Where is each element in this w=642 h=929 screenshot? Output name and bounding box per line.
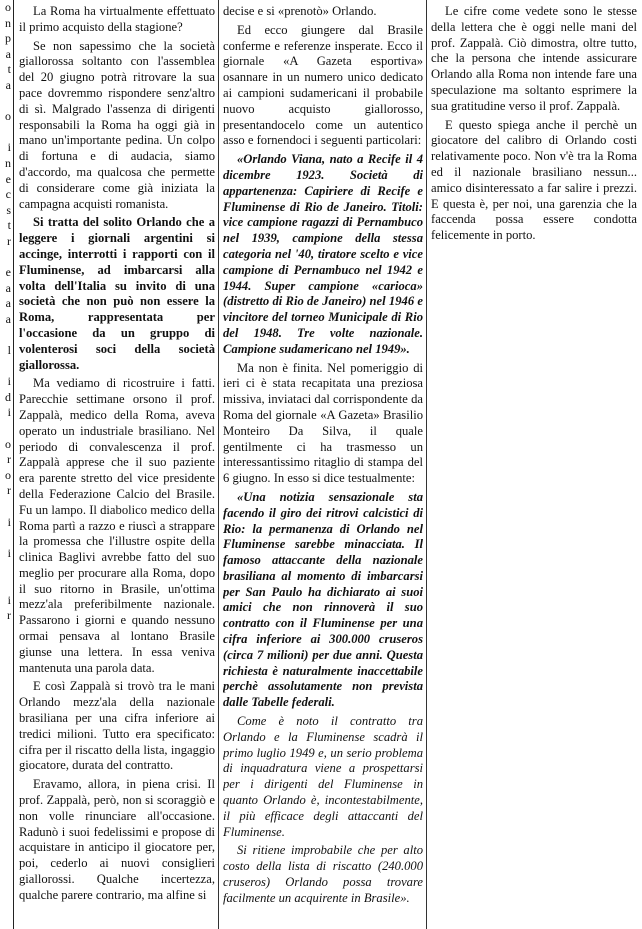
edge-fragment: l [7,343,11,358]
edge-fragment: i [7,592,11,607]
edge-fragment [0,577,13,593]
article-paragraph-bold-end: E questo spiega anche il perchè un giocatore del calibro di Orlando costi relativamente poco. Non v'è tra la Roma ed il nazionale brasiliano nessun... amico disinteressato a far salire i prezzi. E questa è, per noi, una garenzia che la faccenda possa essere condotta felicemente in porto. [431,117,637,243]
edge-fragment [0,94,13,110]
article-lead-question: La Roma ha virtualmente effettuato il primo acquisto della stagione? [19,4,215,34]
edge-fragment: n [5,15,11,30]
edge-fragment: t [7,218,11,233]
edge-fragment: o [5,436,11,451]
edge-fragment: a [5,296,11,311]
edge-fragment: o [5,109,11,124]
edge-fragment: r [7,452,11,467]
press-clipping-quote: «Una notizia sensazionale sta facendo il giro dei ritrovi calcistici di Rio: la permanenza di Orlando nel Fluminense sarebbe minacciata. Il famoso attaccante della nazionale brasiliana al momento di imbarcarsi per San Paulo ha dichiarato ai suoi amici che non rinnoverà il suo contratto con il Fluminense per una cifra inferiore ai 300.000 cruseros (circa 7 milioni) per due anni. Questa richiesta è naturalmente inaccettabile perchè assolutamente non prevista dalle Tabelle federali. [223,489,423,710]
edge-fragment [0,359,13,375]
player-biography-quote: «Orlando Viana, nato a Recife il 4 dicembre 1923. Società di appartenenza: Capiriere di Recife e Fluminense di Rio de Janeiro. Titoli: vice campione ragazzi di Pernambuco nel 1939, campione della stessa categoria nel '40, tiratore scelto e vice campione di Pernambuco nel 1942 e 1944. Super campione «carioca» (distretto di Rio de Janeiro) nel 1946 e vincitore del torneo Municipale di Rio del 1948. Tre volte nazionale. Campione sudamericano nel 1949». [223,152,423,356]
column-rule-2 [426,0,427,929]
article-column-3 [431,4,637,929]
edge-fragment [0,530,13,546]
edge-fragment: a [5,77,11,92]
edge-fragment: a [5,46,11,61]
article-paragraph: Eravamo, allora, in piena crisi. Il prof. Zappalà, però, non si scoraggiò e non volle rinunciare all'occasione. Radunò i suoi fedelissimi e propose di acquistare in anticipo il giocatore per, poi, cederlo ai nuovi consiglieri giallorossi. Qualche incertezza, qualche parere contrario, ma alfine si [19,777,215,902]
edge-fragment: i [7,514,11,529]
edge-fragment: r [7,233,11,248]
edge-fragment: e [5,265,11,280]
edge-fragment [0,499,13,515]
edge-fragment: i [7,405,11,420]
edge-fragment: i [7,545,11,560]
left-column-edge-fragments [0,0,14,929]
edge-fragment: a [5,280,11,295]
edge-fragment: a [5,311,11,326]
edge-fragment: i [7,374,11,389]
press-clipping-quote: Come è noto il contratto tra Orlando e la Fluminense scadrà il primo luglio 1949 e, un serio problema di inquadratura viene a prospettarsi per i dirigenti del Fluminense in quanto Orlando è, incontestabilmente, il più efficace degli attaccanti del Fluminense. [223,714,423,839]
press-clipping-quote: Si ritiene improbabile che per alto costo della lista di riscatto (240.000 cruseros) Orlando possa trovare facilmente un acquirente in Brasile». [223,843,423,905]
edge-fragment [0,125,13,141]
article-paragraph-continued: decise e si «prenotò» Orlando. [223,4,377,18]
edge-fragment: e [5,171,11,186]
edge-fragment [0,250,13,266]
edge-fragment: i [7,140,11,155]
edge-fragment: c [5,187,11,202]
article-column-1 [19,4,215,929]
edge-fragment [0,639,13,655]
edge-fragment: r [7,483,11,498]
edge-fragment: s [6,202,11,217]
edge-fragment: o [5,467,11,482]
edge-fragment [0,655,13,671]
edge-fragment: o [5,0,11,14]
edge-fragment [0,421,13,437]
edge-fragment [0,561,13,577]
edge-fragment: t [7,62,11,77]
article-paragraph-bold: Si tratta del solito Orlando che a leggere i giornali argentini si accinge, interrotti i rapporti con il Fluminense, ad imbarcarsi alla volta dell'Italia su invito di una società che non può non essere la Roma, rappresentata per l'occasione da un gruppo di volenterosi soci della società giallorossa. [19,215,215,372]
edge-fragment [0,327,13,343]
edge-fragment: p [5,31,11,46]
article-paragraph: Le cifre come vedete sono le stesse della lettera che è oggi nelle mani del prof. Zappalà. Ciò dimostra, oltre tutto, che la persona che intende assicurare Orlando alla Roma non intende fare una speculazione ma soltanto esprimere la sua gratitudine verso il prof. Zappalà. [431,4,637,113]
edge-fragment: n [5,155,11,170]
edge-fragment: r [7,608,11,623]
article-paragraph: Se non sapessimo che la società giallorossa soltanto con l'assemblea del 20 giugno potrà ritrovare la sua pace dovremmo rispondere senz'altro di sì. Malgrado l'assenza di dirigenti responsabili la Roma ha oggi già in mano un'importante pedina. Un colpo di fortuna e di audacia, siamo d'accordo, ma qualcosa che permette di considerare come già iniziata la campagna acquisti romanista. [19,38,215,211]
edge-fragment [0,624,13,640]
article-paragraph: E così Zappalà si trovò tra le mani Orlando mezz'ala della nazionale brasiliana per una cifra inferiore ai tredici milioni. Tutto era specificato: cifra per il riscatto della lista, ingaggio giocatore, durata del contratto. [19,679,215,773]
article-column-2 [223,4,423,929]
article-paragraph: Ed ecco giungere dal Brasile conferme e referenze insperate. Ecco il giornale «A Gazeta esportiva» osannare in un numero unico dedicato ai campioni sudamericani il probabile nuovo acquisto giallorosso, presentandocelo come un autentico asso e fornendoci i seguenti particolari: [223,22,423,148]
article-paragraph: Ma non è finita. Nel pomeriggio di ieri ci è stata recapitata una preziosa missiva, inviataci dal corrispondente da Roma del giornale «A Gazeta» Brasilio Monteiro Da Silva, il quale gentilmente ci ha trasmesso un interessantissimo ritaglio di stampa del 6 giugno. In esso si dice testualmente: [223,360,423,486]
article-paragraph: Ma vediamo di ricostruire i fatti. Parecchie settimane orsono il prof. Zappalà, medico della Roma, aveva operato un industriale brasiliano. Nel periodo di convalescenza il prof. Zappalà apprese che il suo paziente era parente stretto del vice presidente della Federazione Calcio del Brasile. Fu un lampo. Il diabolico medico della Roma partì a razzo e riuscì a strappare la promessa che l'illustre ospite della clinica Baglivi avrebbe fatto del suo meglio per procurare alla Roma, dopo il suo ritorno in Brasile, un'ottima mezz'ala preferibilmente nazionale. Passarono i giorni e quando nessuno ormai pensava al lontano Brasile giunse una lettera. In essa veniva mantenuta una parola data. [19,376,215,675]
column-rule-1 [218,0,219,929]
edge-fragment: d [5,389,11,404]
